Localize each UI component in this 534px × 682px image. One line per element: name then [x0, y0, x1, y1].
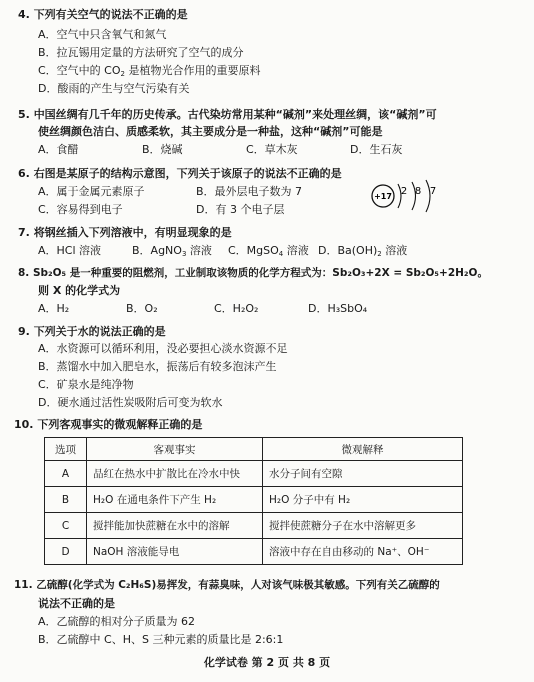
q7-option-d: D．$Ba(OH)_2$ 溶液	[318, 244, 408, 258]
q10-row-d-explanation: 溶液中存在自由移动的 Na⁺、OH⁻	[263, 539, 463, 565]
q8-option-d: D．H₃SbO₄	[308, 302, 368, 315]
q4-stem	[18, 8, 188, 22]
shell-1-count: 2	[400, 186, 408, 197]
q5-stem-line2: 使丝绸颜色洁白、质感柔软，其主要成分是一种盐，这种“碱剂”可能是	[38, 125, 383, 138]
q10-table-row	[45, 539, 463, 565]
shell-3-count: 7	[429, 186, 437, 197]
q10-row-c-option: C	[45, 513, 87, 539]
q11-number: 11.	[14, 579, 33, 591]
q6-option-b: B．最外层电子数为 7	[196, 185, 303, 198]
q8-number: 8.	[18, 267, 30, 279]
q5-number: 5.	[18, 108, 30, 121]
q4-number: 4.	[18, 8, 30, 21]
q4-option-b: B．拉瓦锡用定量的方法研究了空气的成分	[38, 46, 244, 59]
atom-nucleus-label: +17	[374, 192, 392, 201]
q7-option-a: A．HCl 溶液	[38, 244, 102, 257]
q10-number: 10.	[14, 418, 34, 431]
q5-stem-line1: 5. 中国丝绸有几千年的历史传承。古代染坊常用某种“碱剂”来处理丝绸，该“碱剂”可	[18, 108, 437, 121]
q10-header-option: 选项	[45, 438, 87, 461]
q6-stem: 6. 右图是某原子的结构示意图，下列关于该原子的说法不正确的是	[18, 167, 342, 180]
q7-option-b: B．AgNO$_3$ 溶液	[132, 244, 212, 258]
q8-option-b: B．O₂	[126, 302, 158, 315]
q7-option-c: C．MgSO$_4$ 溶液	[228, 244, 309, 258]
q10-row-b-explanation: H₂O 分子中有 H₂	[263, 487, 463, 513]
q10-table-header-row	[45, 438, 463, 461]
q10-table-row	[45, 461, 463, 487]
q10-row-a-option: A	[45, 461, 87, 487]
q10-row-a-fact: 品红在热水中扩散比在冷水中快	[87, 461, 263, 487]
q8-stem-line1: 8. Sb₂O₅ 是一种重要的阻燃剂，工业制取该物质的化学方程式为：Sb₂O₃+2X = Sb₂O₅+2H₂O。	[18, 267, 488, 279]
q9-option-b: B．蒸馏水中加入肥皂水，振荡后有较多泡沫产生	[38, 360, 277, 373]
shell-2-count: 8	[414, 186, 422, 197]
q6-option-a: A．属于金属元素原子	[38, 185, 145, 198]
q8-option-a: A．H₂	[38, 302, 70, 315]
q9-stem: 9. 下列关于水的说法正确的是	[18, 325, 166, 338]
q10-row-a-explanation: 水分子间有空隙	[263, 461, 463, 487]
q5-option-c: C．草木灰	[246, 143, 298, 156]
q9-option-a: A．水资源可以循环利用，没必要担心淡水资源不足	[38, 342, 288, 355]
q10-header-explanation: 微观解释	[263, 438, 463, 461]
q8-option-c: C．H₂O₂	[214, 302, 259, 315]
q11-option-a: A．乙硫醇的相对分子质量为 62	[38, 615, 196, 628]
q10-table	[44, 437, 463, 565]
atom-structure-diagram	[370, 178, 450, 214]
q6-number: 6.	[18, 167, 30, 180]
q11-stem-line1: 11. 乙硫醇(化学式为 C₂H₆S)易挥发，有蒜臭味，人对该气味极其敏感。下列有关乙硫醇的	[14, 579, 440, 591]
q6-option-d: D．有 3 个电子层	[196, 203, 285, 216]
q7-stem: 7. 将钢丝插入下列溶液中，有明显现象的是	[18, 226, 232, 239]
q10-row-b-fact: H₂O 在通电条件下产生 H₂	[87, 487, 263, 513]
q4-option-a: A．空气中只含氧气和氮气	[38, 28, 167, 41]
q9-option-c: C．矿泉水是纯净物	[38, 378, 134, 391]
q11-option-b: B．乙硫醇中 C、H、S 三种元素的质量比是 2:6:1	[38, 633, 284, 646]
q5-option-b: B．烧碱	[142, 143, 183, 156]
q5-option-a: A．食醋	[38, 143, 79, 156]
q4-text: 下列有关空气的说法不正确的是	[33, 8, 188, 21]
q7-number: 7.	[18, 226, 30, 239]
q10-row-d-option: D	[45, 539, 87, 565]
q9-option-d: D．硬水通过活性炭吸附后可变为软水	[38, 396, 223, 409]
q9-number: 9.	[18, 325, 30, 338]
q5-option-d: D．生石灰	[350, 143, 403, 156]
q10-stem: 10. 下列客观事实的微观解释正确的是	[14, 418, 203, 431]
q4-option-d: D．酸雨的产生与空气污染有关	[38, 82, 190, 95]
q10-row-d-fact: NaOH 溶液能导电	[87, 539, 263, 565]
q10-table-row	[45, 487, 463, 513]
q10-header-fact: 客观事实	[87, 438, 263, 461]
q8-stem-line2: 则 X 的化学式为	[38, 284, 121, 297]
q10-table-row	[45, 513, 463, 539]
q10-row-c-fact: 搅拌能加快蔗糖在水中的溶解	[87, 513, 263, 539]
q10-row-c-explanation: 搅拌使蔗糖分子在水中溶解更多	[263, 513, 463, 539]
q10-row-b-option: B	[45, 487, 87, 513]
q11-stem-line2: 说法不正确的是	[38, 597, 115, 610]
q6-option-c: C．容易得到电子	[38, 203, 123, 216]
q4-option-c: C．空气中的 $CO_2$ 是植物光合作用的重要原料	[38, 64, 261, 78]
page-footer: 化学试卷 第 2 页 共 8 页	[203, 656, 331, 669]
